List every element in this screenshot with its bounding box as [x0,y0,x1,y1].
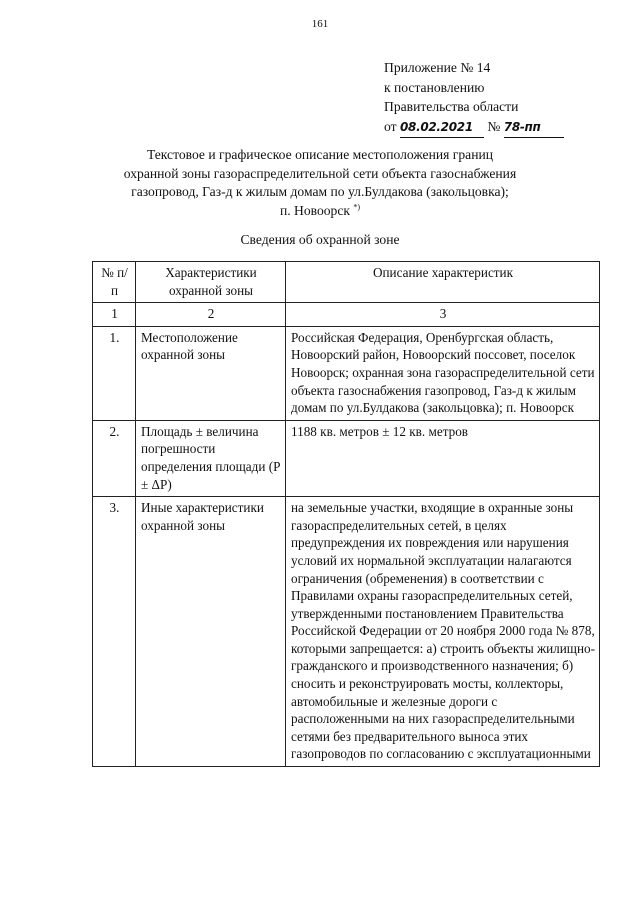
row-number: 1. [93,326,136,420]
handwritten-date: 08.02.2021 [400,118,484,139]
title-line-4 [60,202,580,221]
table-row [93,420,600,496]
appendix-line-1: Приложение № 14 [384,60,491,75]
column-number: 1 [93,303,136,327]
row-number: 2. [93,420,136,496]
zone-info-table [92,261,600,767]
appendix-block [384,58,564,138]
section-subtitle: Сведения об охранной зоне [240,232,400,247]
row-characteristic: Иные характеристики охранной зоны [136,497,286,767]
row-description: 1188 кв. метров ± 12 кв. метров [286,420,600,496]
footnote-mark: *) [353,202,361,212]
table-header-row [93,262,600,303]
column-number: 2 [136,303,286,327]
row-description: Российская Федерация, Оренбургская область, Новоорский район, Новоорский поссовет, поселок Новоорск; охранная зона газораспределительной сети объекта газоснабжения газопровод, Газ-д к жилым домам по ул.Булдакова (закольцовка); п. Новоорск [286,326,600,420]
document-title [60,146,580,220]
column-number-row [93,303,600,327]
row-number: 3. [93,497,136,767]
column-number: 3 [286,303,600,327]
title-line-3: газопровод, Газ-д к жилым домам по ул.Булдакова (закольцовка); [131,184,509,200]
title-line-2: охранной зоны газораспределительной сети объекта газоснабжения [123,165,517,181]
row-characteristic: Площадь ± величина погрешности определения площади (P ± ΔP) [136,420,286,496]
title-line-1: Текстовое и графическое описание местоположения границ [146,147,494,162]
row-characteristic: Местоположение охранной зоны [136,326,286,420]
page-number: 161 [311,18,329,30]
number-label: № [487,118,501,134]
handwritten-number: 78-пп [504,118,564,139]
header-characteristic: Характеристики охранной зоны [136,262,286,303]
row-description: на земельные участки, входящие в охранные зоны газораспределительных сетей, в целях предупреждения их повреждения или нарушения условий их нормальной эксплуатации налагаются ограничения (обременения) в соответствии с Правилами охраны газораспределительных сетей, утвержденными постановлением Правительства Российской Федерации от 20 ноября 2000 года № 878, которыми запрещается: а) строить объекты жилищно-гражданского и производственного назначения; б) сносить и реконструировать мосты, коллекторы, автомобильные и железные дороги с расположенными на них газораспределительными сетями без предварительного выноса этих газопроводов по согласованию с эксплуатационными [286,497,600,767]
header-description: Описание характеристик [286,262,600,303]
table-row [93,326,600,420]
header-number: № п/п [93,262,136,303]
title-locality: п. Новоорск [279,202,350,218]
table-row [93,497,600,767]
appendix-line-2: к постановлению [384,79,485,95]
appendix-line-4 [384,117,564,139]
appendix-line-3: Правительства области [384,99,519,114]
from-label: от [384,118,397,134]
